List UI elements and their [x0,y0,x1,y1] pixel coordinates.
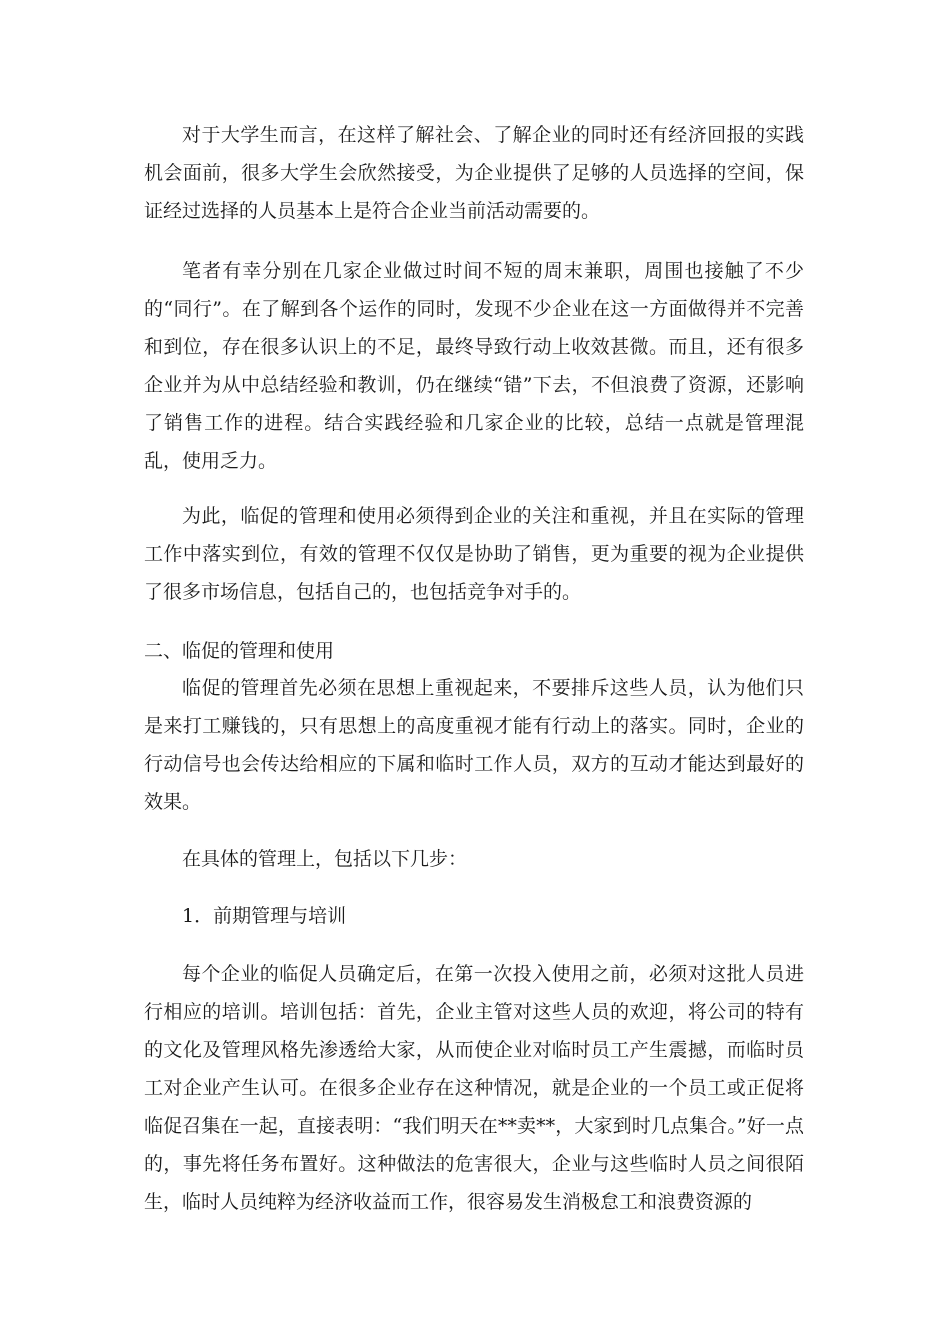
body-paragraph: 每个企业的临促人员确定后，在第一次投入使用之前，必须对这批人员进行相应的培训。培训包括：首先，企业主管对这些人员的欢迎，将公司的特有的文化及管理风格先渗透给大家，从而使企业对临时员工产生震撼，而临时员工对企业产生认可。在很多企业存在这种情况，就是企业的一个员工或正促将临促召集在一起，直接表明：“我们明天在**卖**，大家到时几点集合。”好一点的，事先将任务布置好。这种做法的危害很大，企业与这些临时人员之间很陌生，临时人员纯粹为经济收益而工作，很容易发生消极怠工和浪费资源的 [144,963,804,1213]
body-paragraph: 为此，临促的管理和使用必须得到企业的关注和重视，并且在实际的管理工作中落实到位，有效的管理不仅仅是协助了销售，更为重要的视为企业提供了很多市场信息，包括自己的，也包括竞争对手的。 [144,505,804,603]
body-paragraph: 临促的管理首先必须在思想上重视起来，不要排斥这些人员，认为他们只是来打工赚钱的，只有思想上的高度重视才能有行动上的落实。同时，企业的行动信号也会传达给相应的下属和临时工作人员，双方的互动才能达到最好的效果。 [144,677,804,813]
body-paragraph: 在具体的管理上，包括以下几步： [182,848,468,870]
section-heading: 二、临促的管理和使用 [144,640,335,662]
step-heading: 1．前期管理与培训 [182,905,347,927]
body-paragraph: 对于大学生而言，在这样了解社会、了解企业的同时还有经济回报的实践机会面前，很多大学生会欣然接受，为企业提供了足够的人员选择的空间，保证经过选择的人员基本上是符合企业当前活动需要的。 [144,124,804,222]
body-paragraph: 笔者有幸分别在几家企业做过时间不短的周末兼职，周围也接触了不少的“同行”。在了解到各个运作的同时，发现不少企业在这一方面做得并不完善和到位，存在很多认识上的不足，最终导致行动上收效甚微。而且，还有很多企业并为从中总结经验和教训，仍在继续“错”下去，不但浪费了资源，还影响了销售工作的进程。结合实践经验和几家企业的比较，总结一点就是管理混乱，使用乏力。 [144,260,804,472]
